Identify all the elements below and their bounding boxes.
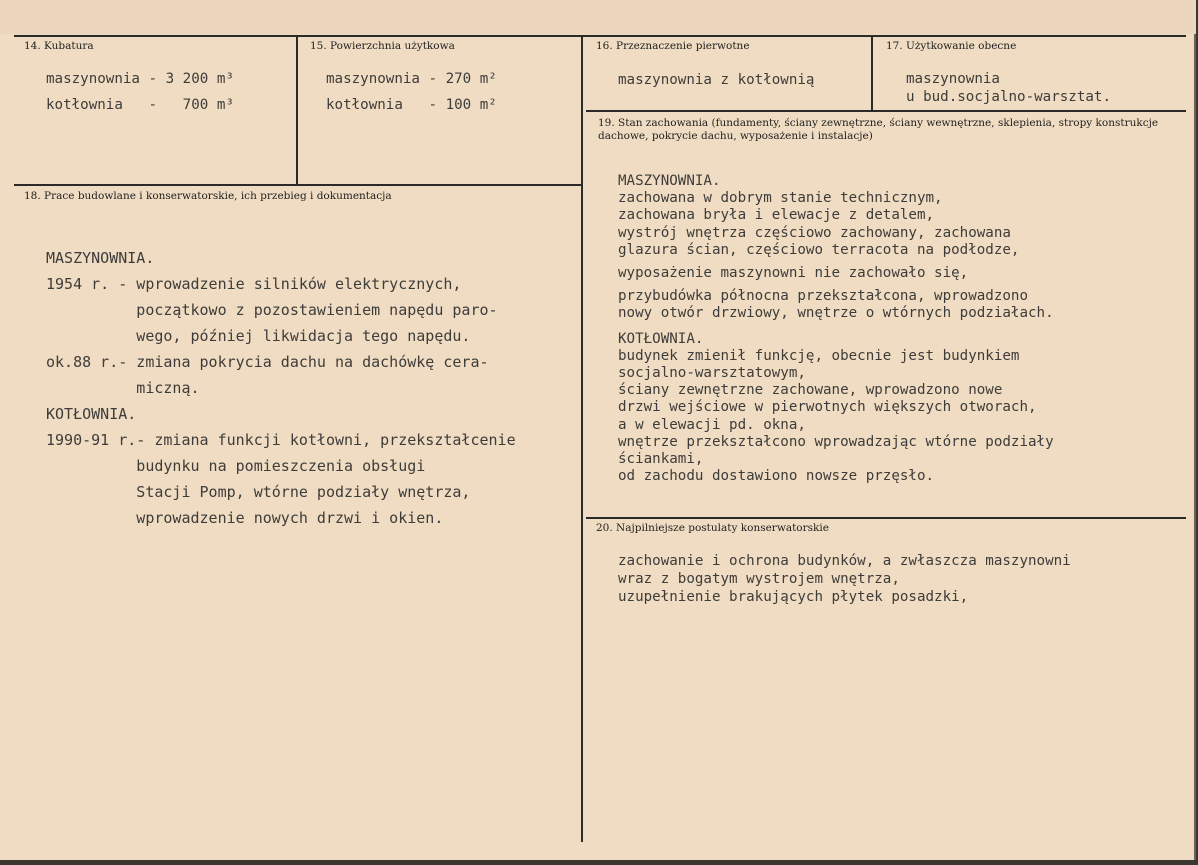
- field-20-line: zachowanie i ochrona budynków, a zwłaszcza maszynowni: [618, 553, 1071, 569]
- field-15-content: [326, 66, 497, 118]
- field-14-line: kotłownia - 700 m³: [46, 97, 234, 113]
- top-border-line: [14, 35, 1186, 37]
- field-18-line: początkowo z pozostawieniem napędu paro-: [46, 301, 498, 319]
- left-divider-line: [296, 36, 298, 184]
- field-20-content: [618, 552, 1071, 606]
- field-17-line: maszynownia: [906, 71, 1000, 87]
- field-14-label: 14. Kubatura: [24, 40, 94, 52]
- field-19-line: a w elewacji pd. okna,: [618, 416, 806, 433]
- field-18-line: wprowadzenie nowych drzwi i okien.: [46, 509, 444, 527]
- row-line-17: [586, 110, 1186, 112]
- field-18-label: 18. Prace budowlane i konserwatorskie, ich przebieg i dokumentacja: [24, 190, 392, 202]
- center-divider-line: [581, 36, 583, 842]
- field-19-line: zachowana bryła i elewacje z detalem,: [618, 207, 935, 224]
- field-16-line: maszynownia z kotłownią: [618, 72, 815, 88]
- field-19-line: wnętrze przekształcono wprowadzając wtórne podziały: [618, 433, 1054, 450]
- field-17-line: u bud.socjalno-warsztat.: [906, 89, 1111, 105]
- field-19-line: wyposażenie maszynowni nie zachowało się,: [618, 265, 969, 282]
- field-15-line: maszynownia - 270 m²: [326, 71, 497, 87]
- field-18-line: budynku na pomieszczenia obsługi: [46, 457, 426, 475]
- field-19-line: glazura ścian, częściowo terracota na podłodze,: [618, 241, 1020, 258]
- field-20-line: wraz z bogatym wystrojem wnętrza,: [618, 571, 900, 587]
- field-18-line: Stacji Pomp, wtórne podziały wnętrza,: [46, 483, 471, 501]
- row-line-18: [14, 184, 582, 186]
- field-18-line: wego, później likwidacja tego napędu.: [46, 327, 471, 345]
- field-18-content: [46, 245, 516, 531]
- field-19-label: 19. Stan zachowania (fundamenty, ściany zewnętrzne, ściany wewnętrzne, sklepienia, stropy konstrukcje dachowe, pokrycie dachu, wyposażenie i instalacje): [598, 117, 1159, 142]
- field-16-content: [618, 68, 814, 92]
- field-19-line: budynek zmienił funkcję, obecnie jest budynkiem: [618, 347, 1020, 364]
- field-19-line: drzwi wejściowe w pierwotnych większych otworach,: [618, 399, 1037, 416]
- row-line-20: [586, 517, 1186, 519]
- field-20-line: uzupełnienie brakujących płytek posadzki,: [618, 589, 969, 605]
- field-19-line: przybudówka północna przekształcona, wprowadzono: [618, 288, 1028, 305]
- field-19-line: zachowana w dobrym stanie technicznym,: [618, 190, 943, 207]
- field-18-line: MASZYNOWNIA.: [46, 249, 155, 267]
- field-19-line: socjalno-warsztatowym,: [618, 365, 806, 382]
- field-18-line: 1990-91 r.- zmiana funkcji kotłowni, przekształcenie: [46, 431, 516, 449]
- field-19-content: [618, 173, 1054, 485]
- field-15-label: 15. Powierzchnia użytkowa: [310, 40, 455, 52]
- field-19-line: KOTŁOWNIA.: [618, 330, 704, 347]
- field-14-content: [46, 66, 234, 118]
- field-18-line: 1954 r. - wprowadzenie silników elektrycznych,: [46, 275, 462, 293]
- field-18-line: KOTŁOWNIA.: [46, 405, 137, 423]
- field-20-label: 20. Najpilniejsze postulaty konserwatorskie: [596, 522, 829, 534]
- field-19-line: nowy otwór drzwiowy, wnętrze o wtórnych podziałach.: [618, 305, 1054, 322]
- field-15-line: kotłownia - 100 m²: [326, 97, 497, 113]
- field-16-label: 16. Przeznaczenie pierwotne: [596, 40, 750, 52]
- field-19-line: ściany zewnętrzne zachowane, wprowadzono nowe: [618, 382, 1003, 399]
- field-18-line: ok.88 r.- zmiana pokrycia dachu na dachówkę cera-: [46, 353, 489, 371]
- field-18-line: miczną.: [46, 379, 200, 397]
- field-19-line: wystrój wnętrza częściowo zachowany, zachowana: [618, 224, 1011, 241]
- field-17-label: 17. Użytkowanie obecne: [886, 40, 1017, 52]
- top-band: [0, 0, 1196, 34]
- field-19-line: ściankami,: [618, 451, 704, 468]
- right-divider-line: [871, 36, 873, 110]
- field-14-line: maszynownia - 3 200 m³: [46, 71, 234, 87]
- field-19-line: od zachodu dostawiono nowsze przęsło.: [618, 468, 935, 485]
- field-19-line: MASZYNOWNIA.: [618, 173, 721, 189]
- field-17-content: [906, 70, 1111, 106]
